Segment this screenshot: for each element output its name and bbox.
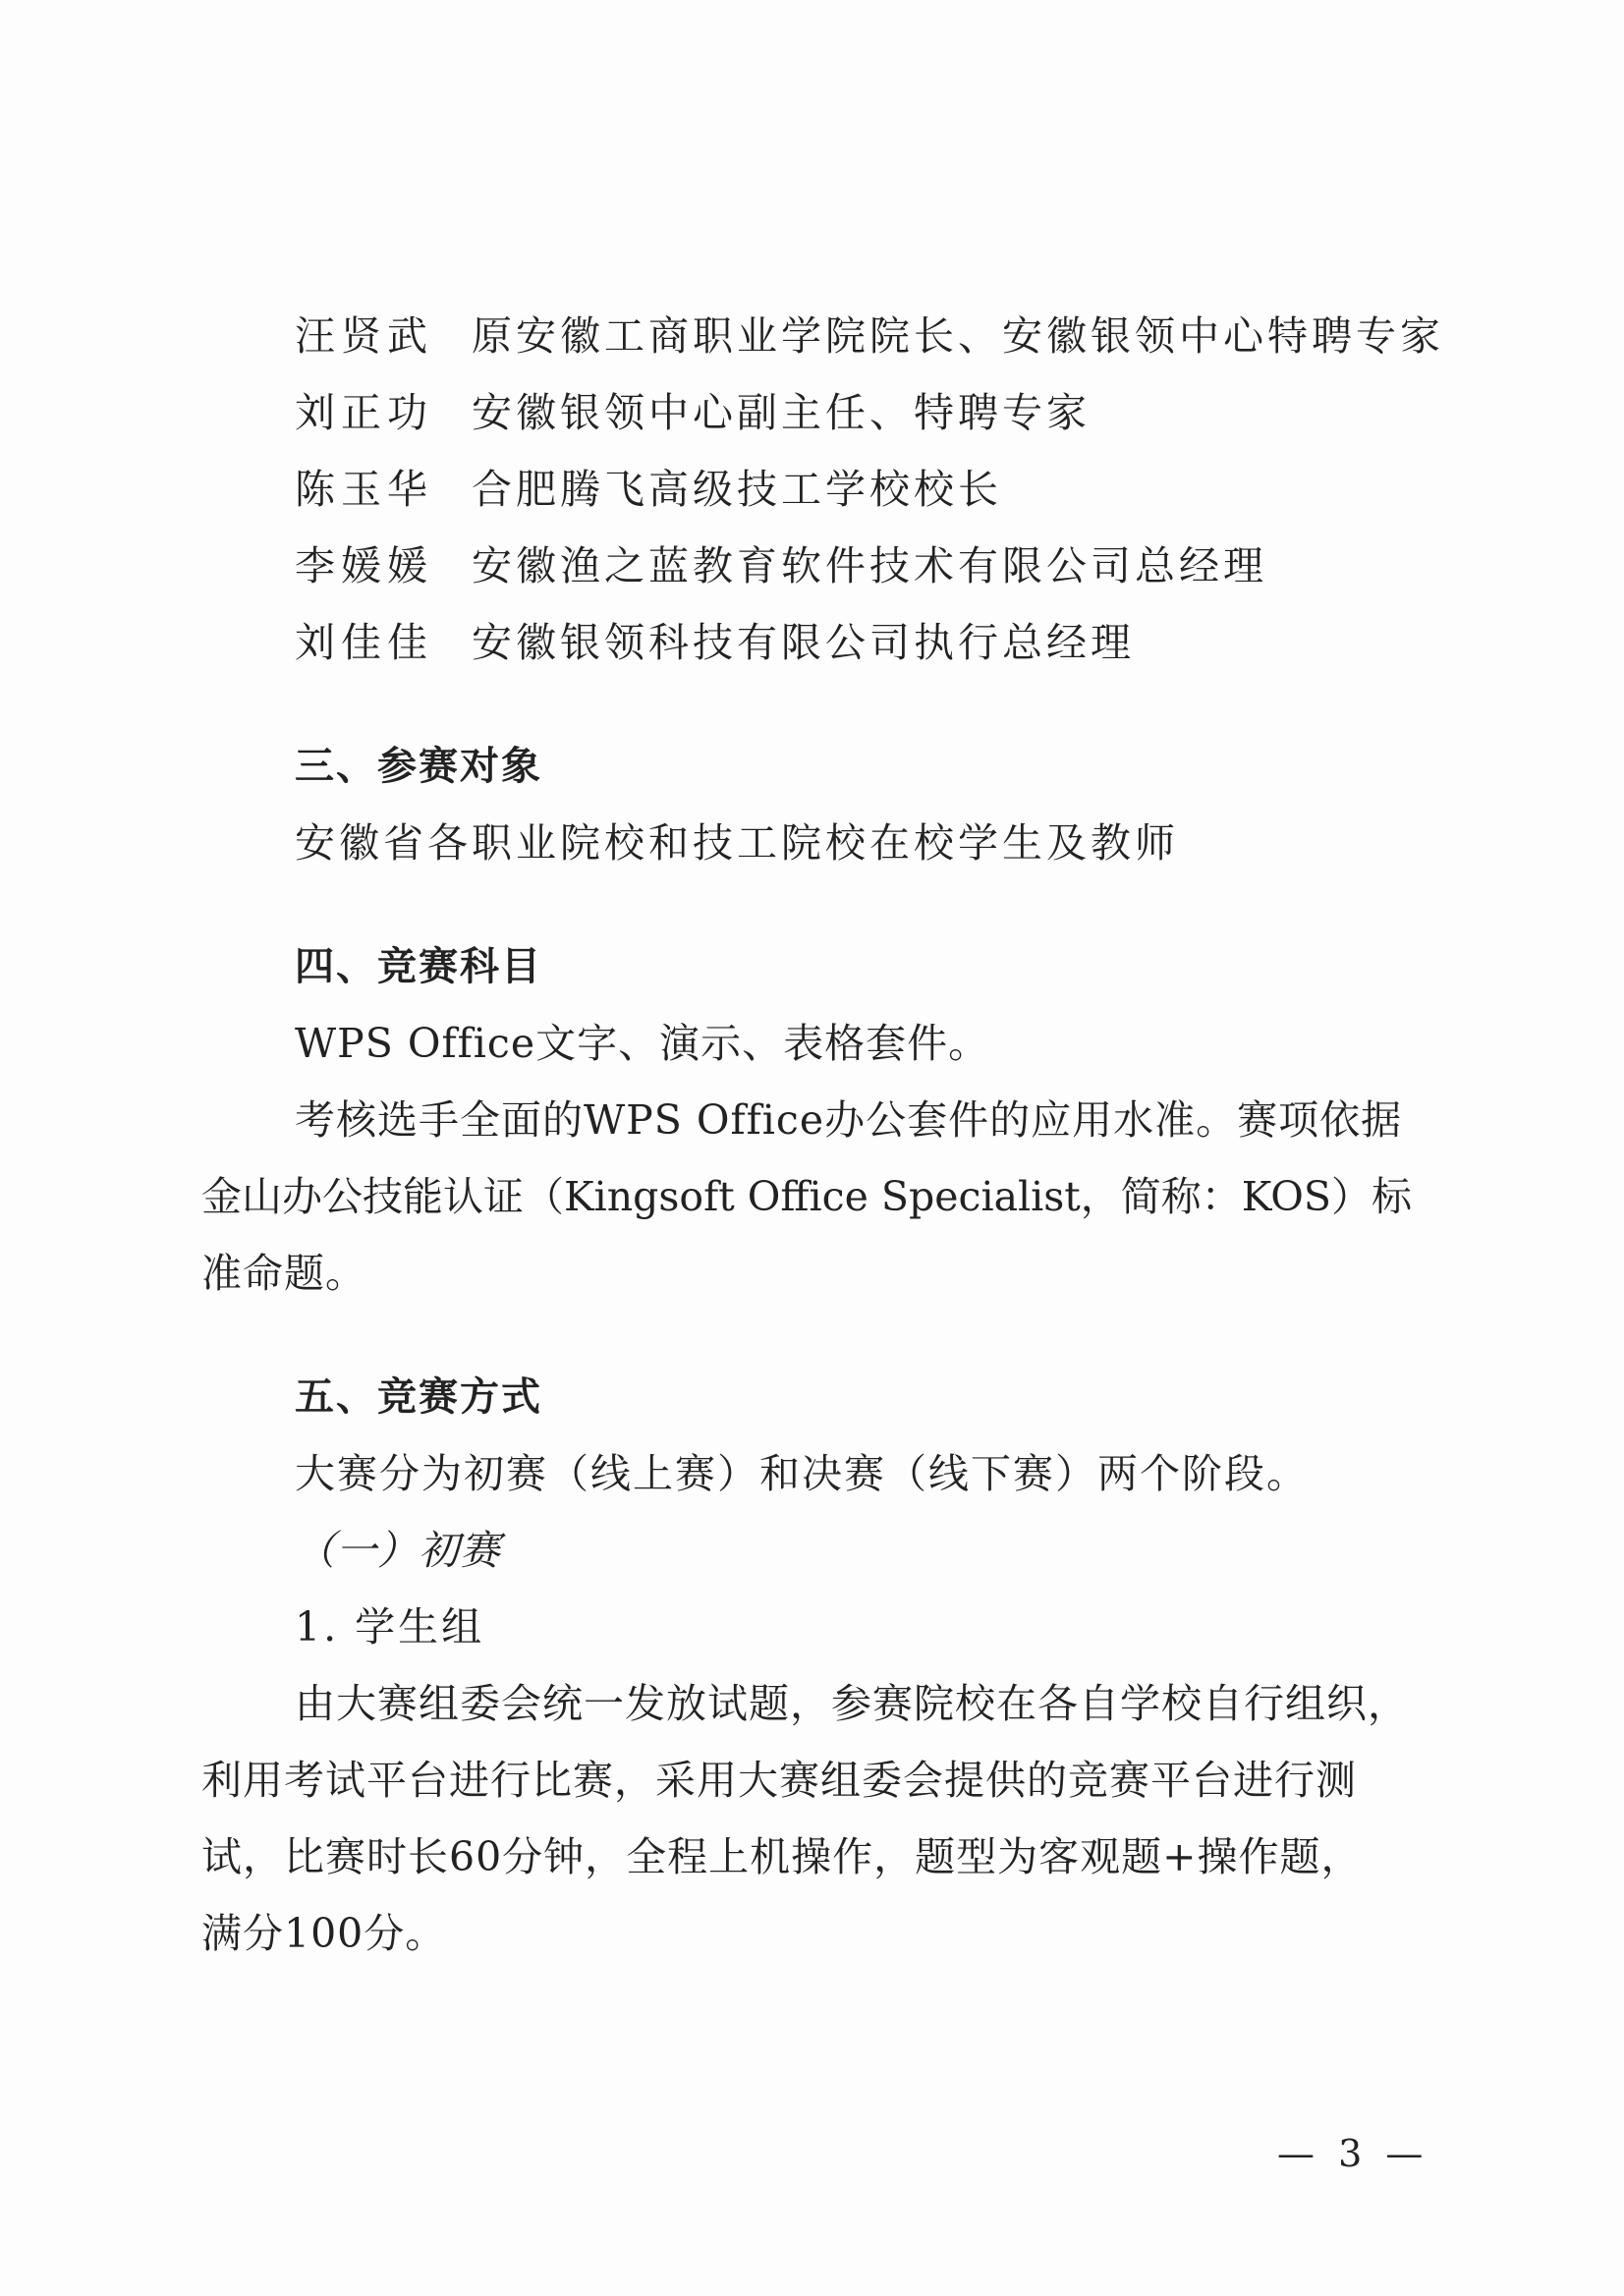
committee-member [295, 383, 1091, 442]
member-name: 汪贤武 [295, 312, 433, 360]
paragraph-line: 金山办公技能认证（Kingsoft Office Specialist，简称：KOS）标 [201, 1173, 1413, 1220]
member-name: 李媛媛 [295, 542, 433, 589]
member-name: 陈玉华 [295, 466, 433, 513]
paragraph-line: 由大赛组委会统一发放试题，参赛院校在各自学校自行组织， [295, 1680, 1409, 1727]
paragraph-line: 准命题。 [201, 1250, 366, 1297]
paragraph-line: 安徽省各职业院校和技工院校在校学生及教师 [295, 819, 1179, 867]
paragraph-line: 试，比赛时长60分钟，全程上机操作，题型为客观题+操作题， [201, 1833, 1363, 1880]
member-role: 安徽银领科技有限公司执行总经理 [472, 619, 1135, 666]
section-heading: 三、参赛对象 [295, 744, 542, 789]
paragraph-line: 满分100分。 [201, 1910, 447, 1957]
section-heading: 四、竞赛科目 [295, 944, 542, 989]
paragraph-line: 大赛分为初赛（线上赛）和决赛（线下赛）两个阶段。 [295, 1450, 1309, 1497]
section-heading: 五、竞赛方式 [295, 1374, 542, 1420]
committee-member [295, 307, 1444, 365]
paragraph-line: 利用考试平台进行比赛，采用大赛组委会提供的竞赛平台进行测 [201, 1757, 1357, 1804]
list-item-heading: 1. 学生组 [295, 1603, 485, 1651]
member-name: 刘佳佳 [295, 619, 433, 666]
committee-member [295, 460, 1002, 519]
paragraph-line: 考核选手全面的WPS Office办公套件的应用水准。赛项依据 [295, 1096, 1403, 1144]
paragraph-line: WPS Office文字、演示、表格套件。 [295, 1020, 990, 1067]
member-role: 安徽渔之蓝教育软件技术有限公司总经理 [472, 542, 1267, 589]
member-role: 原安徽工商职业学院院长、安徽银领中心特聘专家 [472, 312, 1444, 360]
committee-member [295, 613, 1135, 672]
member-role: 合肥腾飞高级技工学校校长 [472, 466, 1002, 513]
member-role: 安徽银领中心副主任、特聘专家 [472, 389, 1091, 436]
member-name: 刘正功 [295, 389, 433, 436]
page-number: — 3 — [1277, 2132, 1429, 2175]
subsection-heading: （一）初赛 [295, 1527, 501, 1574]
committee-member [295, 536, 1267, 595]
